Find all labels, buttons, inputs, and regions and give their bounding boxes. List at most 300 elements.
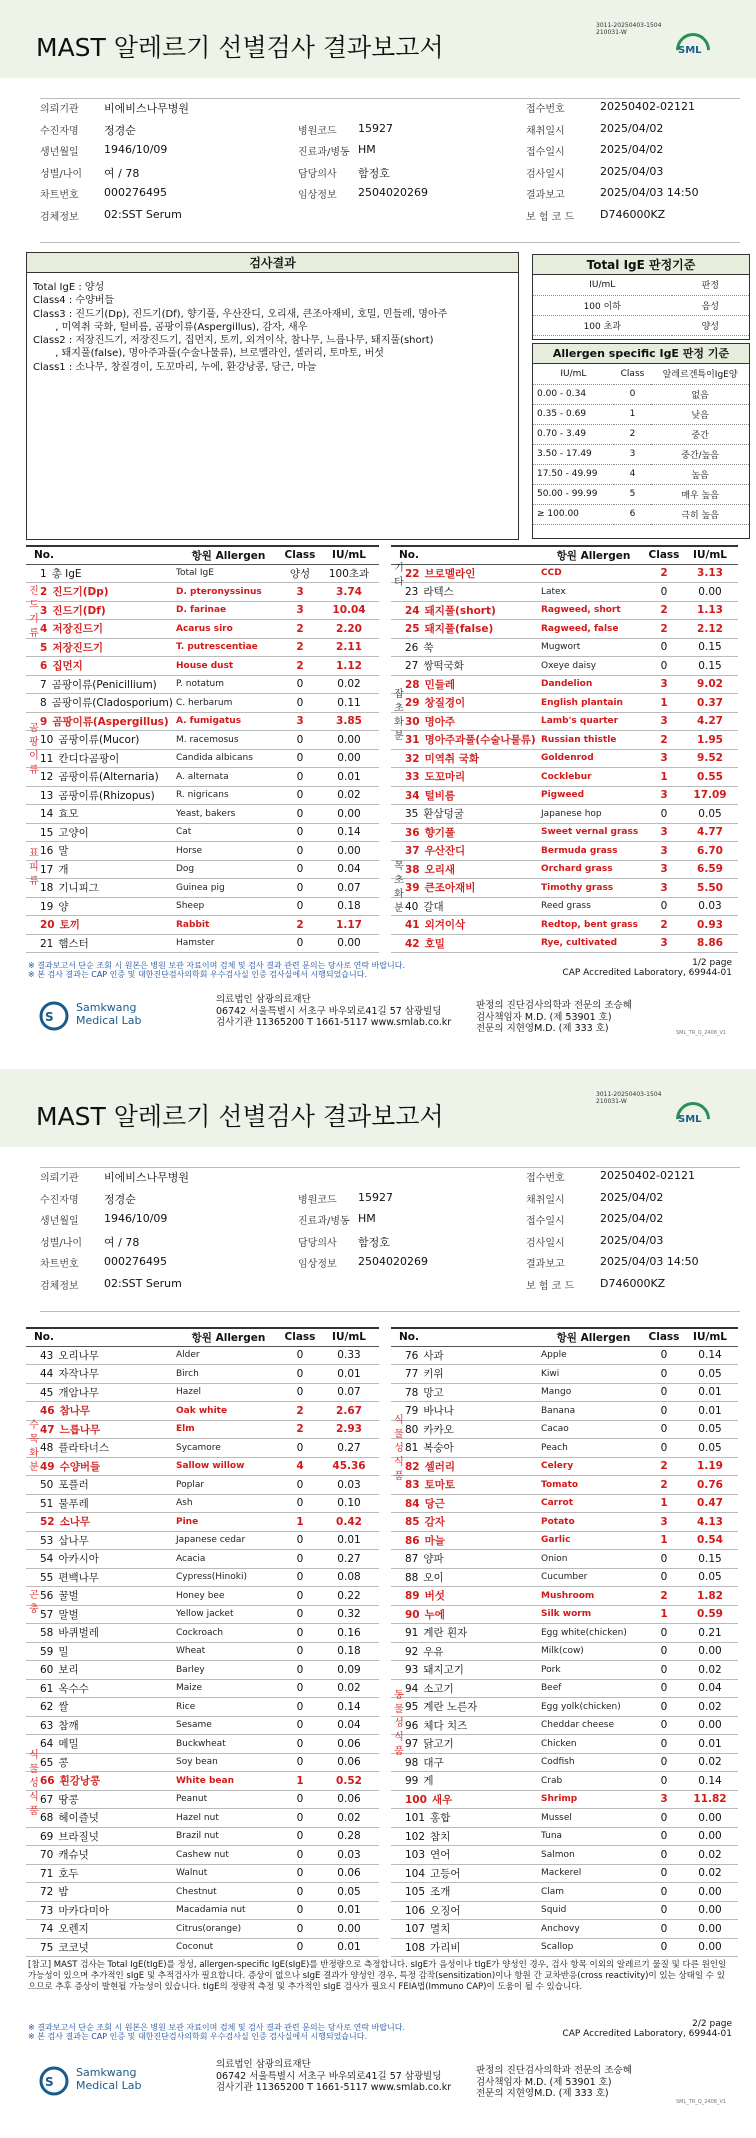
allergen-number: 100 xyxy=(405,1793,427,1806)
allergen-name-ko: 누에 xyxy=(424,1608,445,1621)
allergen-name-en: Mushroom xyxy=(541,1587,646,1606)
report-page-2: MAST 알레르기 선별검사 결과보고서 3011-20250403-1504 210031-W SML 의뢰기관 비에비스나무병원 접수번호 20250402-02121 수진자명 정경순 병원코드 15927 채취일시 2025/04/02 생년월일 1946/10/09 진료과/병동 HM 접수일시 2025/04/02 성별/나이 여 / 78 담당의사 함정호 검사일시 2025/04/03 차트번호 000276495 임상정보 2504020269 결과보고 2025/04/03 14:50 검체정보 02:SST Serum 보 험 코 드 D746000KZ No. 항원 Allergen Class IU/mL 43 오리나무 Alder 0 0.33 44 자작나무 Birch 0 0.01 45 개암나무 Hazel 0 0.07 46 참나무 Oak white 2 2.67 47 느릅나무 Elm 2 2.93 48 플라타너스 Sycamore 0 0.27 49 수양버들 Sallow willow 4 45.36 50 포플러 Poplar 0 0.03 51 물푸레 Ash 0 0.10 52 소나무 Pine 1 0.42 53 삼나무 Japanese cedar 0 0.01 54 아카시아 Acacia 0 0.27 55 편백나무 Cypress(Hinoki) 0 0.08 56 꿀벌 Honey bee 0 0.22 57 말벌 Yellow jacket 0 0.32 58 바퀴벌레 Cockroach 0 0.16 59 밀 Wheat 0 0.18 60 보리 Barley 0 0.09 61 옥수수 Maize 0 0.02 62 쌀 Rice 0 0.14 63 참깨 Sesame 0 0.04 64 메밀 Buckwheat 0 0.06 65 콩 Soy bean 0 0.06 66 흰강낭콩 White bean 1 0.52 67 땅콩 Peanut 0 0.06 68 헤이즐넛 Hazel nut 0 0.02 69 브라질넛 Brazil nut 0 0.28 70 캐슈넛 Cashew nut 0 0.03 71 호두 Walnut 0 0.06 72 밤 Chestnut 0 0.05 73 마카다미아 Macadamia nut 0 0.01 74 오렌지 Citrus(orange) 0 0.00 75 코코넛 Coconut 0 0.01 No. 항원 Allergen Class IU/mL 76 사과 Apple 0 0.14 77 키위 Kiwi 0 0.05 78 망고 Mango 0 0.01 79 바나나 Banana 0 0.01 80 카카오 Cacao 0 0.05 81 복숭아 Peach 0 0.05 82 셀러리 Celery 2 1.19 83 토마토 Tomato 2 0.76 84 당근 Carrot 1 0.47 85 감자 Potato 3 4.13 86 마늘 Garlic 1 0.54 87 양파 Onion 0 0.15 88 오이 Cucumber 0 0.05 89 버섯 Mushroom 2 1.82 90 누에 Silk worm 1 0.59 91 계란 흰자 Egg white(chicken) 0 0.21 92 우유 Milk(cow) 0 0.00 93 돼지고기 Pork 0 0.02 94 소고기 Beef 0 0.04 95 계란 노른자 Egg yolk(chicken) 0 0.02 96 체다 치즈 Cheddar cheese 0 0.00 97 닭고기 Chicken 0 0.01 98 대구 Codfish 0 0.02 99 게 Crab 0 0.14 100 새우 Shrimp 3 11.82 101 홍합 Mussel 0 0.00 102 참치 Tuna 0 0.00 103 연어 Salmon 0 0.02 104 고등어 Mackerel 0 0.02 105 조개 Clam 0 0.00 106 오징어 Squid 0 0.00 107 멸치 Anchovy 0 0.00 108 가리비 Scallop 0 0.00 수목화분 곤충 식물성식품 식물성식품 동물성식품 [참고] MAST 검사는 Total IgE(tIgE)를 정성, allergen-specific IgE(sIgE)를 반정량으로 측정합니다. sIgE가 음성이나 tIgE가 양성인 경우, 검사 항목 이외의 알레르기 물질 및 다른 원인일 가능성이 있으며 추가적인 sIgE 및 추적검사가 필요합니다. 증상이 없으나 sIgE 결과가 양성인 경우, 특정 감작(sensitization)이나 항원 간 교차반응(cross reactivity)이 있는 상태일 수 있으므로 추후 증상이 발현될 가능성이 있습니다. tIgE의 정량적 측정 및 추가적인 sIgE 검사가 필요시 FEIA법(Immuno CAP)이 도움이 될 수 있습니다. ※ 결과보고서 단순 조회 시 원본은 병원 보관 자료이며 검체 및 검사 결과 관련 문의는 당사로 연락 바랍니다. ※ 본 검사 결과는 CAP 인증 및 대한진단검사의학회 우수검사실 인증 검사실에서 시행되었습니다. 2/2 page CAP Accredited Laboratory, 69944-01 S Samkwang Medical Lab 의료법인 삼광의료재단 06742 서울특별시 서초구 바우뫼로41길 57 삼광빌딩 검사기관 11365200 T 1661-5117 www.smlab.co.kr 판정의 진단검사의학과 전문의 조승혜 검사책임자 M.D. (제 53901 호) 전문의 지현영M.D. (제 333 호) SML_TR_Q_2408_V1 xyxy=(0,1069,756,2138)
allergen-row xyxy=(26,564,379,583)
allergen-number: 9 xyxy=(40,715,48,728)
allergen-number: 63 xyxy=(40,1719,54,1732)
allergen-name-ko: 소나무 xyxy=(59,1516,91,1529)
allergen-name-en: Celery xyxy=(541,1457,646,1476)
allergen-row xyxy=(391,1920,738,1939)
allergen-table-p2-right: No. 항원 Allergen Class IU/mL 76 사과 Apple 0 0.14 77 키위 Kiwi 0 0.05 78 망고 Mango 0 0.01 79 바나나 Banana 0 0.01 80 카카오 Cacao 0 0.05 81 복숭아 Peach 0 0.05 82 셀러리 Celery 2 1.19 83 토마토 Tomato 2 0.76 84 당근 Carrot 1 0.47 85 감자 Potato 3 4.13 86 마늘 Garlic 1 0.54 87 양파 Onion 0 0.15 88 오이 Cucumber 0 0.05 89 버섯 Mushroom 2 1.82 90 누에 Silk worm 1 0.59 91 계란 흰자 Egg white(chicken) 0 0.21 92 우유 Milk(cow) 0 0.00 93 돼지고기 Pork 0 0.02 94 소고기 Beef 0 0.04 95 계란 노른자 Egg yolk(chicken) 0 0.02 96 체다 치즈 Cheddar cheese 0 0.00 97 닭고기 Chicken 0 0.01 98 대구 Codfish 0 0.02 99 게 Crab 0 0.14 100 새우 Shrimp 3 11.82 101 홍합 Mussel 0 0.00 102 참치 Tuna 0 0.00 103 연어 Salmon 0 0.02 104 고등어 Mackerel 0 0.02 105 조개 Clam 0 0.00 106 오징어 Squid 0 0.00 107 멸치 Anchovy 0 0.00 108 가리비 Scallop 0 0.00 xyxy=(391,1327,738,1957)
allergen-iu: 0.05 xyxy=(682,1365,738,1384)
allergen-name-en: Peach xyxy=(541,1439,646,1458)
allergen-iu: 3.13 xyxy=(682,564,738,583)
allergen-iu: 0.00 xyxy=(682,1827,738,1846)
allergen-row xyxy=(26,1827,379,1846)
result-summary-box: 검사결과 Total IgE : 양성 Class4 : 수양버들 Class3 : 진드기(Dp), 진드기(Df), 향기풀, 우산잔디, 오리새, 큰조아재비, 호밀, 민들레, 명아주 , 미역취 국화, 털비름, 곰팡이류(Aspergillus), 감자, 새우 Class2 : 저장진드기, 저장진드기, 집먼지, 토끼, 외겨이삭, 참나무, 느릅나무, 돼지풀(short) , 돼지풀(false), 명아주과풀(수술나물류), 브로멜라인, 셀러리, 토마토, 버섯 Class1 : 소나무, 창질경이, 도꼬마리, 누에, 환강낭콩, 당근, 마늘 xyxy=(26,252,519,540)
allergen-class: 3 xyxy=(281,712,319,731)
allergen-row xyxy=(391,1642,738,1661)
allergen-name-en: Orchard grass xyxy=(541,860,646,879)
allergen-iu: 0.00 xyxy=(682,1901,738,1920)
allergen-name-ko: 진드기(Df) xyxy=(52,604,106,617)
allergen-name-en: Mussel xyxy=(541,1809,646,1828)
allergen-iu: 0.01 xyxy=(682,1735,738,1754)
allergen-class: 0 xyxy=(646,1920,682,1939)
allergen-iu: 4.77 xyxy=(682,823,738,842)
allergen-name-ko: 옥수수 xyxy=(58,1682,89,1695)
allergen-name-ko: 털비름 xyxy=(424,789,456,802)
allergen-number: 94 xyxy=(405,1682,419,1695)
result-summary-text: Total IgE : 양성 Class4 : 수양버들 Class3 : 진드기(Dp), 진드기(Df), 향기풀, 우산잔디, 오리새, 큰조아재비, 호밀, 민들레, 명아주 , 미역취 국화, 털비름, 곰팡이류(Aspergillus), 감자, 새우 Class2 : 저장진드기, 저장진드기, 집먼지, 토끼, 외겨이삭, 참나무, 느릅나무, 돼지풀(short) , 돼지풀(false), 명아주과풀(수술나물류), 브로멜라인, 셀러리, 토마토, 버섯 Class1 : 소나무, 창질경이, 도꼬마리, 누에, 환강낭콩, 당근, 마늘 xyxy=(33,282,448,373)
allergen-number: 77 xyxy=(405,1368,419,1381)
allergen-name-ko: 저장진드기 xyxy=(52,641,104,654)
allergen-row xyxy=(391,712,738,731)
allergen-name-ko: 명아주 xyxy=(424,715,456,728)
allergen-iu: 0.05 xyxy=(682,1420,738,1439)
allergen-row xyxy=(391,1420,738,1439)
allergen-number: 91 xyxy=(405,1627,419,1640)
allergen-row xyxy=(26,1883,379,1902)
allergen-row xyxy=(26,1901,379,1920)
allergen-name-ko: 집먼지 xyxy=(52,660,83,673)
allergen-class: 1 xyxy=(646,1531,682,1550)
allergen-iu: 0.02 xyxy=(682,1846,738,1865)
allergen-name-en: Cat xyxy=(176,823,281,842)
allergen-row xyxy=(26,731,379,750)
allergen-number: 93 xyxy=(405,1664,419,1677)
allergen-number: 85 xyxy=(405,1516,420,1529)
allergen-class: 0 xyxy=(646,1827,682,1846)
allergen-name-en: Cacao xyxy=(541,1420,646,1439)
allergen-iu: 0.00 xyxy=(682,1920,738,1939)
allergen-name-ko: 밀 xyxy=(58,1645,69,1658)
allergen-name-ko: 고양이 xyxy=(58,826,89,839)
allergen-row xyxy=(391,694,738,713)
allergen-table-p2-left: No. 항원 Allergen Class IU/mL 43 오리나무 Alder 0 0.33 44 자작나무 Birch 0 0.01 45 개암나무 Hazel 0 0.07 46 참나무 Oak white 2 2.67 47 느릅나무 Elm 2 2.93 48 플라타너스 Sycamore 0 0.27 49 수양버들 Sallow willow 4 45.36 50 포플러 Poplar 0 0.03 51 물푸레 Ash 0 0.10 52 소나무 Pine 1 0.42 53 삼나무 Japanese cedar 0 0.01 54 아카시아 Acacia 0 0.27 55 편백나무 Cypress(Hinoki) 0 0.08 56 꿀벌 Honey bee 0 0.22 57 말벌 Yellow jacket 0 0.32 58 바퀴벌레 Cockroach 0 0.16 59 밀 Wheat 0 0.18 60 보리 Barley 0 0.09 61 옥수수 Maize 0 0.02 62 쌀 Rice 0 0.14 63 참깨 Sesame 0 0.04 64 메밀 Buckwheat 0 0.06 65 콩 Soy bean 0 0.06 66 흰강낭콩 White bean 1 0.52 67 땅콩 Peanut 0 0.06 68 헤이즐넛 Hazel nut 0 0.02 69 브라질넛 Brazil nut 0 0.28 70 캐슈넛 Cashew nut 0 0.03 71 호두 Walnut 0 0.06 72 밤 Chestnut 0 0.05 73 마카다미아 Macadamia nut 0 0.01 74 오렌지 Citrus(orange) 0 0.00 75 코코넛 Coconut 0 0.01 xyxy=(26,1327,379,1957)
allergen-number: 22 xyxy=(405,567,420,580)
allergen-number: 34 xyxy=(405,789,420,802)
allergen-class: 3 xyxy=(646,934,682,953)
criteria-row: 50.00 - 99.99 5 매우 높음 xyxy=(533,484,749,504)
allergen-row xyxy=(26,823,379,842)
allergen-iu: 0.05 xyxy=(682,1568,738,1587)
allergen-class: 0 xyxy=(281,1494,319,1513)
allergen-name-ko: 곰팡이류(Rhizopus) xyxy=(58,789,155,802)
allergen-iu: 4.13 xyxy=(682,1513,738,1532)
allergen-name-en: Reed grass xyxy=(541,897,646,916)
allergen-class: 0 xyxy=(646,1550,682,1569)
allergen-iu: 1.17 xyxy=(319,916,379,935)
allergen-class: 0 xyxy=(281,842,319,861)
allergen-class: 3 xyxy=(646,823,682,842)
allergen-name-en: Acacia xyxy=(176,1550,281,1569)
allergen-name-en: Latex xyxy=(541,583,646,602)
allergen-name-ko: 저장진드기 xyxy=(52,623,104,636)
allergen-name-en: House dust xyxy=(176,657,281,676)
allergen-name-ko: 게 xyxy=(423,1775,434,1788)
allergen-iu: 0.04 xyxy=(319,860,379,879)
allergen-name-ko: 돼지풀(short) xyxy=(424,604,496,617)
allergen-row xyxy=(26,1772,379,1791)
allergen-name-ko: 곰팡이류(Mucor) xyxy=(58,734,140,747)
allergen-iu: 1.82 xyxy=(682,1587,738,1606)
allergen-number: 30 xyxy=(405,715,420,728)
allergen-row xyxy=(26,1457,379,1476)
allergen-row xyxy=(391,879,738,898)
allergen-name-en: Chestnut xyxy=(176,1883,281,1902)
allergen-name-en: Mackerel xyxy=(541,1864,646,1883)
allergen-class: 0 xyxy=(281,897,319,916)
allergen-iu: 0.93 xyxy=(682,916,738,935)
allergen-name-ko: 칸디다곰팡이 xyxy=(58,752,120,765)
allergen-row xyxy=(391,1827,738,1846)
allergen-name-en: Sesame xyxy=(176,1716,281,1735)
footer-notes-2: ※ 결과보고서 단순 조회 시 원본은 병원 보관 자료이며 검체 및 검사 결과 관련 문의는 당사로 연락 바랍니다. ※ 본 검사 결과는 CAP 인증 및 대한진단검사의학회 우수검사실 인증 검사실에서 시행되었습니다. xyxy=(28,2023,406,2041)
allergen-name-ko: 큰조아재비 xyxy=(424,882,476,895)
allergen-number: 1 xyxy=(40,567,47,580)
allergen-class: 0 xyxy=(646,1365,682,1384)
allergen-name-en: Kiwi xyxy=(541,1365,646,1384)
allergen-number: 29 xyxy=(405,697,420,710)
allergen-iu: 1.13 xyxy=(682,601,738,620)
allergen-name-ko: 라텍스 xyxy=(423,586,454,599)
allergen-number: 41 xyxy=(405,919,420,932)
allergen-number: 108 xyxy=(405,1941,426,1954)
allergen-row xyxy=(391,1661,738,1680)
allergen-name-en: Pine xyxy=(176,1513,281,1532)
allergen-name-en: Soy bean xyxy=(176,1753,281,1772)
allergen-number: 11 xyxy=(40,752,54,765)
allergen-class: 1 xyxy=(646,694,682,713)
allergen-name-ko: 바나나 xyxy=(423,1405,454,1418)
group-label-weed-pollen: 잡초화분 xyxy=(394,689,404,742)
allergen-name-en: Lamb's quarter xyxy=(541,712,646,731)
allergen-row xyxy=(26,842,379,861)
criteria-row: 0.00 - 0.34 0 없음 xyxy=(533,384,749,404)
allergen-iu: 0.01 xyxy=(319,1938,379,1957)
allergen-class: 0 xyxy=(646,1846,682,1865)
allergen-name-en: Rye, cultivated xyxy=(541,934,646,953)
allergen-class: 0 xyxy=(646,1439,682,1458)
allergen-class: 0 xyxy=(281,1883,319,1902)
allergen-row xyxy=(391,1402,738,1421)
allergen-iu: 4.27 xyxy=(682,712,738,731)
allergen-row xyxy=(391,620,738,639)
allergen-iu: 0.00 xyxy=(319,749,379,768)
allergen-row xyxy=(391,1716,738,1735)
allergen-class: 0 xyxy=(281,1550,319,1569)
allergen-class: 0 xyxy=(281,1642,319,1661)
allergen-number: 17 xyxy=(40,863,54,876)
allergen-name-en: Candida albicans xyxy=(176,749,281,768)
allergen-number: 55 xyxy=(40,1571,54,1584)
allergen-number: 44 xyxy=(40,1368,54,1381)
allergen-number: 5 xyxy=(40,641,48,654)
allergen-class: 0 xyxy=(646,1753,682,1772)
allergen-name-en: Coconut xyxy=(176,1938,281,1957)
allergen-name-ko: 복숭아 xyxy=(423,1442,454,1455)
allergen-row xyxy=(391,1365,738,1384)
allergen-row xyxy=(26,1513,379,1532)
allergen-number: 107 xyxy=(405,1923,426,1936)
allergen-name-en: P. notatum xyxy=(176,675,281,694)
allergen-iu: 0.08 xyxy=(319,1568,379,1587)
allergen-class: 3 xyxy=(281,583,319,602)
allergen-iu: 1.19 xyxy=(682,1457,738,1476)
allergen-row xyxy=(391,1846,738,1865)
allergen-row xyxy=(26,712,379,731)
allergen-number: 37 xyxy=(405,845,420,858)
allergen-name-ko: 헤이즐넛 xyxy=(58,1812,99,1825)
allergen-class: 0 xyxy=(281,768,319,787)
allergen-row xyxy=(26,1864,379,1883)
allergen-name-en: Cockroach xyxy=(176,1624,281,1643)
group-label-grass-pollen: 목초화분 xyxy=(394,861,404,914)
allergen-number: 62 xyxy=(40,1701,54,1714)
allergen-iu: 0.04 xyxy=(682,1679,738,1698)
allergen-iu: 0.02 xyxy=(319,1679,379,1698)
allergen-row xyxy=(391,1772,738,1791)
allergen-number: 52 xyxy=(40,1516,55,1529)
allergen-row xyxy=(391,897,738,916)
allergen-iu: 0.05 xyxy=(682,1439,738,1458)
allergen-iu: 0.00 xyxy=(319,805,379,824)
allergen-iu: 0.33 xyxy=(319,1346,379,1365)
allergen-iu: 0.01 xyxy=(682,1383,738,1402)
allergen-class: 2 xyxy=(281,1402,319,1421)
allergen-name-ko: 쑥 xyxy=(423,641,434,654)
allergen-class: 0 xyxy=(281,1790,319,1809)
allergen-iu: 0.03 xyxy=(319,1476,379,1495)
allergen-class: 0 xyxy=(281,1920,319,1939)
allergen-class: 0 xyxy=(281,1846,319,1865)
allergen-row xyxy=(391,601,738,620)
allergen-name-en: Oxeye daisy xyxy=(541,657,646,676)
allergen-class: 0 xyxy=(281,1809,319,1828)
allergen-class: 2 xyxy=(281,657,319,676)
allergen-number: 99 xyxy=(405,1775,419,1788)
allergen-row xyxy=(26,1920,379,1939)
allergen-number: 98 xyxy=(405,1756,419,1769)
specific-ige-table: IU/mL Class 알레르겐특이IgE양 0.00 - 0.34 0 없음 0.35 - 0.69 1 낮음 0.70 - 3.49 2 중간 3.50 - 17.49 3 중간/높음 17.50 - 49.99 4 높음 50.00 - 99.99 5 매우 높음 ≥ 100.00 6 극히 높음 xyxy=(533,364,749,525)
allergen-row xyxy=(391,916,738,935)
allergen-name-ko: 양파 xyxy=(423,1553,444,1566)
allergen-iu: 0.55 xyxy=(682,768,738,787)
allergen-row xyxy=(391,786,738,805)
allergen-number: 89 xyxy=(405,1590,420,1603)
allergen-class: 1 xyxy=(646,1605,682,1624)
allergen-class: 0 xyxy=(281,1439,319,1458)
allergen-iu: 0.00 xyxy=(319,934,379,953)
allergen-number: 26 xyxy=(405,641,419,654)
allergen-name-en: Pork xyxy=(541,1661,646,1680)
allergen-row xyxy=(391,1901,738,1920)
svg-text:S: S xyxy=(45,1010,54,1024)
allergen-row xyxy=(391,842,738,861)
allergen-name-en: Timothy grass xyxy=(541,879,646,898)
allergen-number: 24 xyxy=(405,604,420,617)
allergen-name-ko: 곰팡이류(Alternaria) xyxy=(58,771,159,784)
allergen-row xyxy=(26,916,379,935)
allergen-class: 0 xyxy=(646,1864,682,1883)
allergen-name-ko: 콩 xyxy=(58,1756,69,1769)
allergen-name-en: D. pteronyssinus xyxy=(176,583,281,602)
allergen-class: 3 xyxy=(646,786,682,805)
allergen-name-en: Honey bee xyxy=(176,1587,281,1606)
allergen-class: 0 xyxy=(281,1624,319,1643)
allergen-row xyxy=(26,601,379,620)
allergen-name-ko: 외겨이삭 xyxy=(424,919,466,932)
allergen-name-ko: 느릅나무 xyxy=(59,1423,101,1436)
allergen-number: 51 xyxy=(40,1497,54,1510)
allergen-number: 78 xyxy=(405,1386,419,1399)
allergen-name-en: Poplar xyxy=(176,1476,281,1495)
allergen-iu: 5.50 xyxy=(682,879,738,898)
allergen-class: 2 xyxy=(646,564,682,583)
allergen-iu: 6.59 xyxy=(682,860,738,879)
allergen-name-ko: 브로멜라인 xyxy=(424,567,476,580)
allergen-name-ko: 오리새 xyxy=(424,863,456,876)
allergen-name-en: M. racemosus xyxy=(176,731,281,750)
sml-logo-icon: SML xyxy=(676,1102,710,1136)
allergen-name-ko: 밤 xyxy=(58,1886,69,1899)
allergen-class: 0 xyxy=(281,1938,319,1957)
allergen-name-ko: 조개 xyxy=(430,1886,451,1899)
allergen-row xyxy=(391,1605,738,1624)
allergen-name-ko: 당근 xyxy=(424,1497,445,1510)
allergen-class: 2 xyxy=(281,1420,319,1439)
allergen-class: 2 xyxy=(646,916,682,935)
allergen-number: 23 xyxy=(405,586,419,599)
allergen-class: 0 xyxy=(281,675,319,694)
allergen-name-ko: 미역취 국화 xyxy=(424,752,479,765)
allergen-name-ko: 대구 xyxy=(423,1756,444,1769)
allergen-row xyxy=(391,1809,738,1828)
allergen-class: 2 xyxy=(646,601,682,620)
allergen-row xyxy=(26,1642,379,1661)
allergen-iu: 0.15 xyxy=(682,638,738,657)
allergen-class: 0 xyxy=(646,1346,682,1365)
allergen-iu: 17.09 xyxy=(682,786,738,805)
allergen-name-en: Maize xyxy=(176,1679,281,1698)
allergen-name-ko: 고등어 xyxy=(430,1867,461,1880)
allergen-name-en: Redtop, bent grass xyxy=(541,916,646,935)
allergen-name-ko: 기니피그 xyxy=(58,882,99,895)
allergen-name-ko: 계란 흰자 xyxy=(423,1627,468,1640)
allergen-row xyxy=(26,1346,379,1365)
allergen-name-en: Cashew nut xyxy=(176,1846,281,1865)
allergen-name-ko: 키위 xyxy=(423,1368,444,1381)
allergen-number: 90 xyxy=(405,1608,420,1621)
allergen-name-en: Dandelion xyxy=(541,675,646,694)
allergen-number: 70 xyxy=(40,1849,54,1862)
allergen-iu: 0.09 xyxy=(319,1661,379,1680)
allergen-row xyxy=(391,1938,738,1957)
allergen-name-en: CCD xyxy=(541,564,646,583)
allergen-name-en: Sweet vernal grass xyxy=(541,823,646,842)
allergen-name-ko: 오렌지 xyxy=(58,1923,89,1936)
allergen-row xyxy=(26,1753,379,1772)
allergen-class: 0 xyxy=(281,1568,319,1587)
allergen-number: 60 xyxy=(40,1664,54,1677)
allergen-name-en: Scallop xyxy=(541,1938,646,1957)
allergen-number: 49 xyxy=(40,1460,55,1473)
allergen-number: 42 xyxy=(405,937,420,950)
specific-ige-criteria: Allergen specific IgE 판정 기준 IU/mL Class 알레르겐특이IgE양 0.00 - 0.34 0 없음 0.35 - 0.69 1 낮음 0.70 - 3.49 2 중간 3.50 - 17.49 3 중간/높음 17.50 - 49.99 4 높음 50.00 - 99.99 5 매우 높음 ≥ 100.00 6 극히 높음 xyxy=(532,343,750,539)
allergen-name-ko: 명아주과풀(수술나물류) xyxy=(424,734,536,747)
allergen-row xyxy=(26,897,379,916)
allergen-name-en: Mugwort xyxy=(541,638,646,657)
report-page-1: MAST 알레르기 선별검사 결과보고서 3011-20250403-1504 210031-W SML 의뢰기관 비에비스나무병원 접수번호 20250402-02121 수진자명 정경순 병원코드 15927 채취일시 2025/04/02 생년월일 1946/10/09 진료과/병동 HM 접수일시 2025/04/02 성별/나이 여 / 78 담당의사 함정호 검사일시 2025/04/03 차트번호 000276495 임상정보 2504020269 결과보고 2025/04/03 14:50 검체정보 02:SST Serum 보 험 코 드 D746000KZ 검사결과 Total IgE : 양성 Class4 : 수양버들 Class3 : 진드기(Dp), 진드기(Df), 향기풀, 우산잔디, 오리새, 큰조아재비, 호밀, 민들레, 명아주 , 미역취 국화, 털비름, 곰팡이류(Aspergillus), 감자, 새우 Class2 : 저장진드기, 저장진드기, 집먼지, 토끼, 외겨이삭, 참나무, 느릅나무, 돼지풀(short) , 돼지풀(false), 명아주과풀(수술나물류), 브로멜라인, 셀러리, 토마토, 버섯 Class1 : 소나무, 창질경이, 도꼬마리, 누에, 환강낭콩, 당근, 마늘 Total IgE 판정기준 IU/mL 판정 100 이하 음성 100 초과 양성 Allergen specific IgE 판정 기준 IU/mL Class 알레르겐특이IgE양 0.00 - 0.34 0 없음 0.35 - 0.69 1 낮음 0.70 - 3.49 2 중간 3.50 - 17.49 3 중간/높음 17.50 - 49.99 4 높음 50.00 - 99.99 5 매우 높음 ≥ 100.00 6 극히 높음 No. 항원 Allergen Class IU/mL 1 총 IgE Total IgE 양성 100초과 2 진드기(Dp) D. pteronyssinus 3 3.74 3 진드기(Df) D. farinae 3 10.04 4 저장진드기 Acarus siro 2 2.20 5 저장진드기 T. putrescentiae 2 2.11 6 집먼지 House dust 2 1.12 7 곰팡이류(Penicillium) P. notatum 0 0.02 8 곰팡이류(Cladosporium) C. herbarum 0 0.11 9 곰팡이류(Aspergillus) A. fumigatus 3 3.85 10 곰팡이류(Mucor) M. racemosus 0 0.00 11 칸디다곰팡이 Candida albicans 0 0.00 12 곰팡이류(Alternaria) A. alternata 0 0.01 13 곰팡이류(Rhizopus) R. nigricans 0 0.02 14 효모 Yeast, bakers 0 0.00 15 고양이 Cat 0 0.14 16 말 Horse 0 0.00 17 개 Dog 0 0.04 18 기니피그 Guinea pig 0 0.07 19 양 Sheep 0 0.18 20 토끼 Rabbit 2 1.17 21 햄스터 Hamster 0 0.00 No. 항원 Allergen Class IU/mL 22 브로멜라인 CCD 2 3.13 23 라텍스 Latex 0 0.00 24 돼지풀(short) Ragweed, short 2 1.13 25 돼지풀(false) Ragweed, false 2 2.12 26 쑥 Mugwort 0 0.15 27 쌍떡국화 Oxeye daisy 0 0.15 28 민들레 Dandelion 3 9.02 29 창질경이 English plantain 1 0.37 30 명아주 Lamb's quarter 3 4.27 31 명아주과풀(수술나물류) Russian thistle 2 1.95 32 미역취 국화 Goldenrod 3 9.52 33 도꼬마리 Cocklebur 1 0.55 34 털비름 Pigweed 3 17.09 35 환삼덩굴 Japanese hop 0 0.05 36 향기풀 Sweet vernal grass 3 4.77 37 우산잔디 Bermuda grass 3 6.70 38 오리새 Orchard grass 3 6.59 39 큰조아재비 Timothy grass 3 5.50 40 갈대 Reed grass 0 0.03 41 외겨이삭 Redtop, bent grass 2 0.93 42 호밀 Rye, cultivated 3 8.86 진드기류 곰팡이류 표피류 기타 잡초화분 목초화분 ※ 결과보고서 단순 조회 시 원본은 병원 보관 자료이며 검체 및 검사 결과 관련 문의는 당사로 연락 바랍니다. ※ 본 검사 결과는 CAP 인증 및 대한진단검사의학회 우수검사실 인증 검사실에서 시행되었습니다. 1/2 page CAP Accredited Laboratory, 69944-01 S Samkwang Medical Lab 의료법인 삼광의료재단 06742 서울특별시 서초구 바우뫼로41길 57 삼광빌딩 검사기관 11365200 T 1661-5117 www.smlab.co.kr 판정의 진단검사의학과 전문의 조승혜 검사책임자 M.D. (제 53901 호) 전문의 지현영M.D. (제 333 호) SML_TR_Q_2408_V1 xyxy=(0,0,756,1069)
allergen-name-en: Japanese hop xyxy=(541,805,646,824)
allergen-class: 2 xyxy=(646,620,682,639)
allergen-name-ko: 바퀴벌레 xyxy=(58,1627,99,1640)
allergen-row xyxy=(26,583,379,602)
allergen-iu: 0.32 xyxy=(319,1605,379,1624)
allergen-class: 0 xyxy=(646,1938,682,1957)
allergen-name-en: Citrus(orange) xyxy=(176,1920,281,1939)
allergen-class: 0 xyxy=(646,1772,682,1791)
allergen-iu: 0.06 xyxy=(319,1790,379,1809)
samkwang-logo-icon: S Samkwang Medical Lab xyxy=(38,996,148,1036)
allergen-number: 53 xyxy=(40,1534,54,1547)
allergen-name-ko: 향기풀 xyxy=(424,826,456,839)
allergen-number: 50 xyxy=(40,1479,54,1492)
allergen-class: 0 xyxy=(646,1809,682,1828)
allergen-number: 84 xyxy=(405,1497,420,1510)
allergen-name-ko: 햄스터 xyxy=(58,937,89,950)
allergen-name-ko: 체다 치즈 xyxy=(423,1719,468,1732)
allergen-name-en: Japanese cedar xyxy=(176,1531,281,1550)
allergen-number: 43 xyxy=(40,1349,54,1362)
allergen-row xyxy=(26,1846,379,1865)
allergen-iu: 0.02 xyxy=(319,675,379,694)
allergen-name-en: R. nigricans xyxy=(176,786,281,805)
allergen-row xyxy=(391,749,738,768)
criteria-row: 0.35 - 0.69 1 낮음 xyxy=(533,404,749,424)
report-title-2: MAST 알레르기 선별검사 결과보고서 xyxy=(36,1102,444,1131)
allergen-name-en: Banana xyxy=(541,1402,646,1421)
allergen-name-en: Ragweed, false xyxy=(541,620,646,639)
allergen-name-en: Mango xyxy=(541,1383,646,1402)
allergen-number: 32 xyxy=(405,752,420,765)
allergen-name-ko: 오리나무 xyxy=(58,1349,99,1362)
allergen-number: 103 xyxy=(405,1849,426,1862)
allergen-iu: 10.04 xyxy=(319,601,379,620)
allergen-number: 12 xyxy=(40,771,54,784)
allergen-name-en: Tuna xyxy=(541,1827,646,1846)
allergen-name-ko: 참깨 xyxy=(58,1719,79,1732)
allergen-name-ko: 감자 xyxy=(424,1516,445,1529)
allergen-number: 35 xyxy=(405,808,419,821)
allergen-name-en: Guinea pig xyxy=(176,879,281,898)
allergen-row xyxy=(26,638,379,657)
allergen-row xyxy=(391,934,738,953)
hospital-name: 비에비스나무병원 xyxy=(104,102,190,115)
allergen-iu: 9.02 xyxy=(682,675,738,694)
allergen-iu: 11.82 xyxy=(682,1790,738,1809)
allergen-class: 0 xyxy=(646,1383,682,1402)
lab-address-2: 의료법인 삼광의료재단 06742 서울특별시 서초구 바우뫼로41길 57 삼광빌딩 검사기관 11365200 T 1661-5117 www.smlab.co.kr xyxy=(216,2059,452,2093)
allergen-class: 2 xyxy=(646,731,682,750)
allergen-name-en: Tomato xyxy=(541,1476,646,1495)
allergen-name-en: Squid xyxy=(541,1901,646,1920)
allergen-name-en: A. alternata xyxy=(176,768,281,787)
allergen-row xyxy=(26,749,379,768)
allergen-row xyxy=(26,1605,379,1624)
group-label-insects: 곤충 xyxy=(29,1590,39,1615)
allergen-name-en: Buckwheat xyxy=(176,1735,281,1754)
allergen-name-ko: 자작나무 xyxy=(58,1368,99,1381)
